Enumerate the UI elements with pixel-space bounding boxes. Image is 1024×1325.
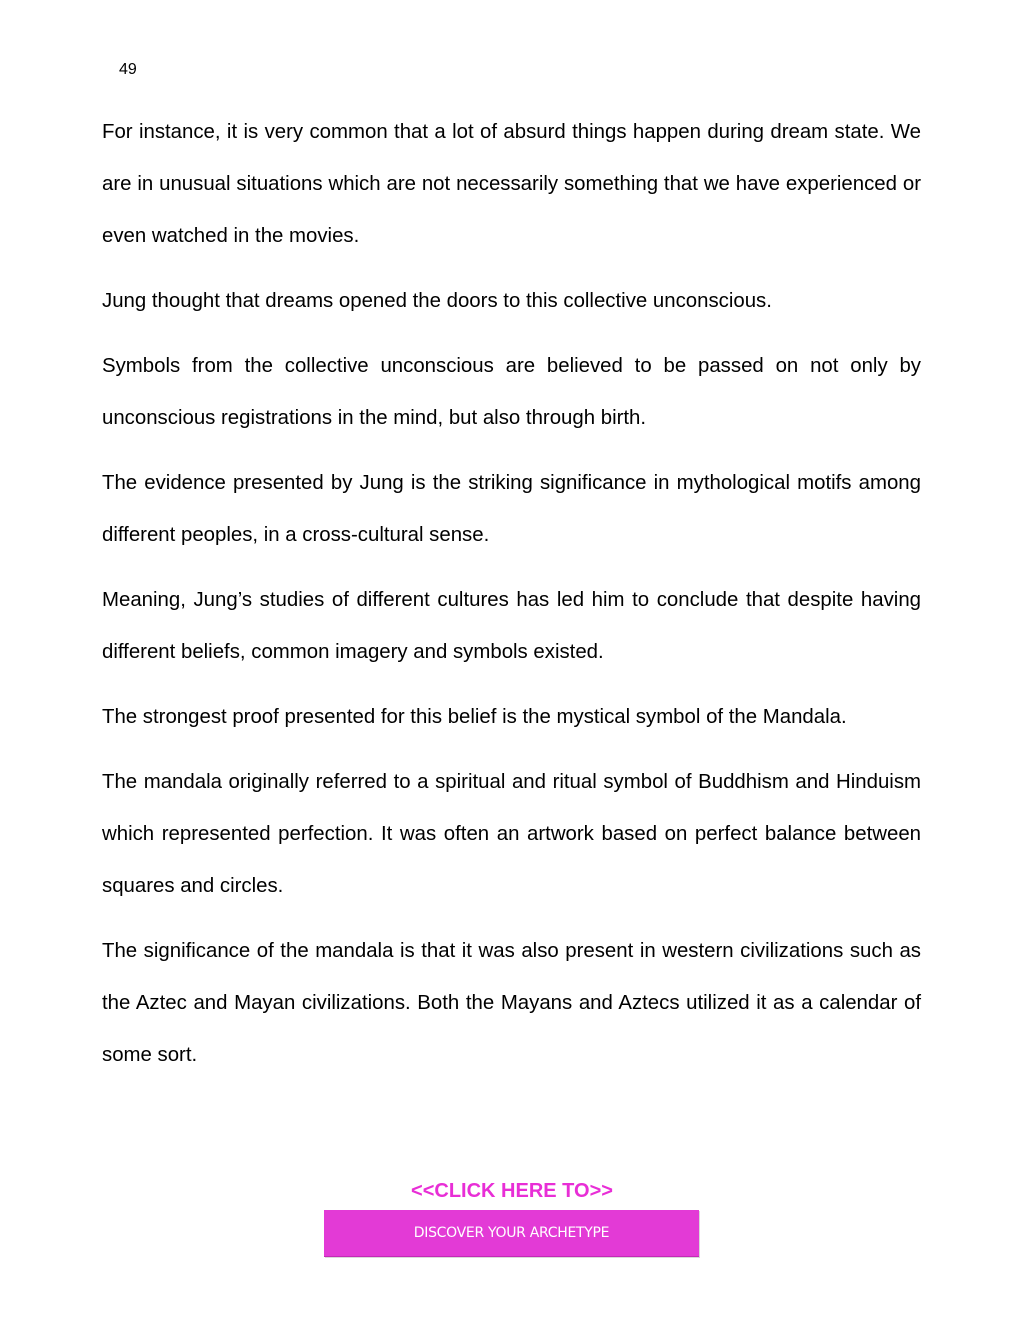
click-here-link[interactable]: <<CLICK HERE TO>>: [411, 1180, 613, 1202]
document-body: [102, 106, 921, 1094]
paragraph: The significance of the mandala is that it was also present in western civilizations such as the Aztec and Mayan civilizations. Both the Mayans and Aztecs utilized it as a calendar of some sort.: [102, 940, 921, 1066]
discover-archetype-button[interactable]: DISCOVER YOUR ARCHETYPE: [324, 1210, 699, 1257]
paragraph: Symbols from the collective unconscious are believed to be passed on not only by unconscious registrations in the mind, but also through birth.: [102, 355, 921, 429]
paragraph: Jung thought that dreams opened the doors to this collective unconscious.: [102, 290, 772, 312]
paragraph: For instance, it is very common that a lot of absurd things happen during dream state. We are in unusual situations which are not necessarily something that we have experienced or even watched in the movies.: [102, 121, 921, 247]
paragraph: The evidence presented by Jung is the striking significance in mythological motifs among different peoples, in a cross-cultural sense.: [102, 472, 921, 546]
page-number: 49: [119, 61, 137, 78]
paragraph: The strongest proof presented for this belief is the mystical symbol of the Mandala.: [102, 706, 847, 728]
paragraph: The mandala originally referred to a spiritual and ritual symbol of Buddhism and Hinduism which represented perfection. It was often an artwork based on perfect balance between squares and circles.: [102, 771, 921, 897]
paragraph: Meaning, Jung’s studies of different cultures has led him to conclude that despite having different beliefs, common imagery and symbols existed.: [102, 589, 921, 663]
